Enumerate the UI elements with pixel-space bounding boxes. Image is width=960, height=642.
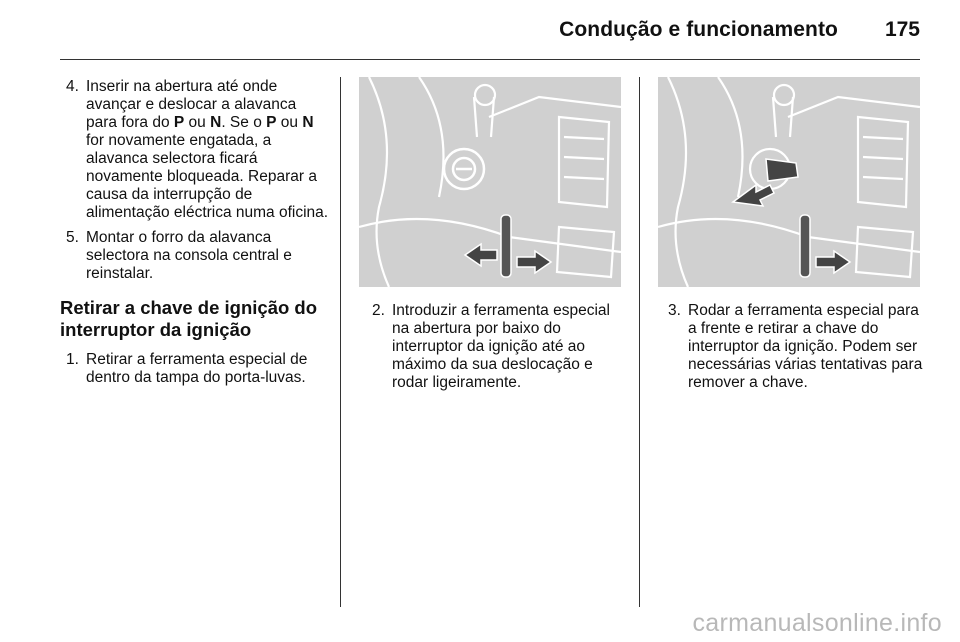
step-5 (60, 229, 330, 283)
illustration-remove-key (658, 77, 920, 287)
illustration-insert-tool (359, 77, 621, 287)
step-number: 4. (66, 78, 79, 95)
step-number: 5. (66, 229, 79, 246)
gear-p-label: P (173, 114, 185, 131)
step-3 (662, 302, 924, 392)
page-header (0, 0, 960, 60)
caption-step-3 (662, 302, 924, 399)
step-text-part: ou (184, 114, 211, 131)
page-title: Condução e funcionamento (559, 18, 838, 41)
step-1 (60, 351, 330, 387)
column-divider-1 (340, 77, 341, 607)
step-4 (60, 78, 330, 222)
step-number: 3. (668, 302, 681, 319)
step-text (86, 78, 328, 221)
illustration-insert-tool-art (359, 77, 621, 287)
page-number: 175 (884, 18, 920, 41)
step-text: Rodar a ferramenta especial para a frente e retirar a chave do interruptor da ignição. Podem ser necessárias várias tentativas para remover a chave. (688, 302, 923, 391)
illustration-remove-key-art (658, 77, 920, 287)
step-text: Montar o forro da alavanca selectora na consola central e reinstalar. (86, 229, 292, 282)
step-text-part: . Se o (221, 114, 267, 131)
step-text: Retirar a ferramenta especial de dentro da tampa do porta-luvas. (86, 351, 308, 386)
header-rule (60, 59, 920, 60)
gear-n-label: N (302, 114, 314, 131)
step-number: 1. (66, 351, 79, 368)
column-1 (60, 78, 330, 394)
step-number: 2. (372, 302, 385, 319)
step-text-part: for novamente engatada, a alavanca selectora ficará novamente bloqueada. Reparar a causa da interrupção de alimentação eléctrica numa oficina. (86, 132, 329, 221)
section-heading: Retirar a chave de ignição do interruptor da ignição (60, 297, 318, 340)
step-2 (366, 302, 626, 392)
caption-step-2 (366, 302, 626, 399)
watermark: carmanualsonline.info (692, 609, 942, 637)
step-text: Introduzir a ferramenta especial na abertura por baixo do interruptor da ignição até ao máximo da sua deslocação e rodar ligeiramente. (392, 302, 610, 391)
column-divider-2 (639, 77, 640, 607)
step-text-part: Inserir na abertura até onde avançar e deslocar a alavanca para fora do (86, 78, 297, 131)
step-text-part: ou (276, 114, 303, 131)
gear-n-label: N (210, 114, 222, 131)
gear-p-label: P (266, 114, 277, 131)
